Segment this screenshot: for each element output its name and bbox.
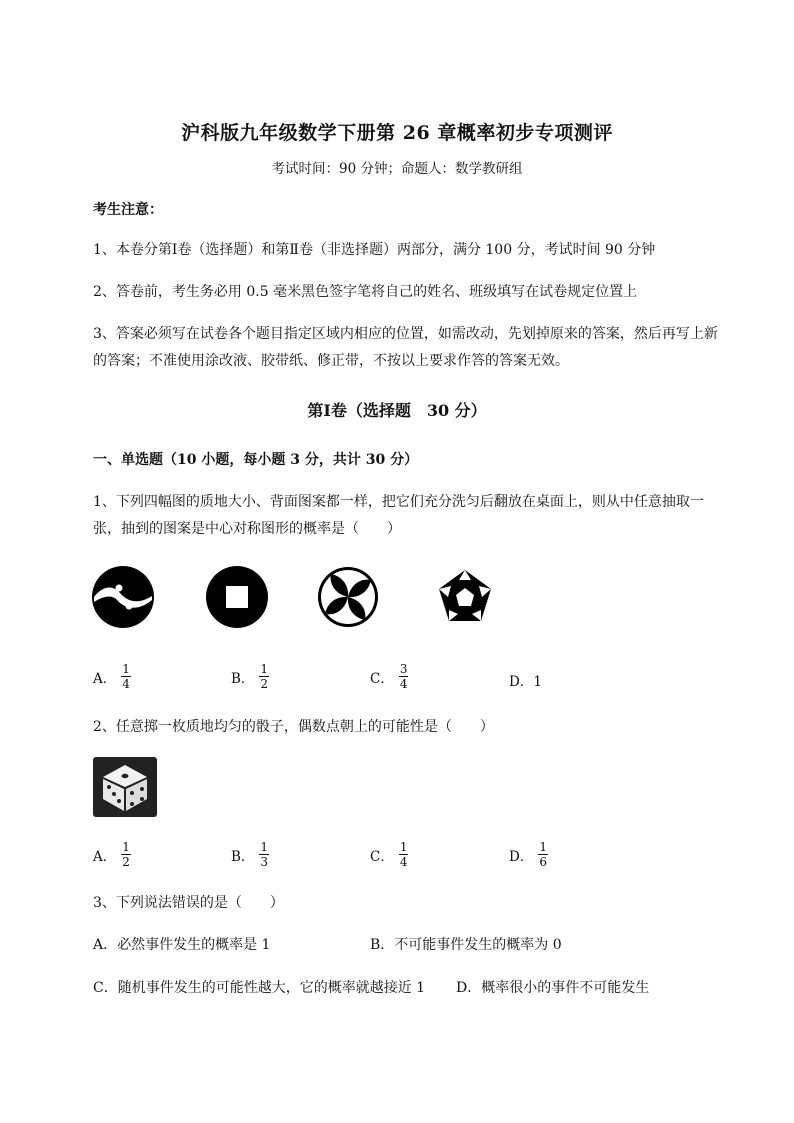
notice-item-3-line1: 3、答案必须写在试卷各个题目指定区域内相应的位置，如需改动，先划掉原来的答案，然后再写上新 [93,326,718,342]
q1-text-line1: 1、下列四幅图的质地大小、背面图案都一样，把它们充分洗匀后翻放在桌面上，则从中任意抽取一 [93,494,704,510]
q1-figure-pentagon [434,566,496,628]
q1-text-line2: 张，抽到的图案是中心对称图形的概率是（ ） [93,521,401,537]
q2-text: 2、任意掷一枚质地均匀的骰子，偶数点朝上的可能性是（ ） [93,719,494,735]
q1-option-a[interactable]: A． $\frac{1}{4}$ [93,662,130,691]
q2-option-b[interactable]: B． $\frac{1}{3}$ [231,840,269,869]
q2-option-c[interactable]: C． $\frac{1}{4}$ [370,840,408,869]
fraction: $\frac{1}{2}$ [122,840,130,869]
notice-item-1: 1、本卷分第Ⅰ卷（选择题）和第Ⅱ卷（非选择题）两部分，满分 100 分，考试时间 90 分钟 [93,242,656,258]
q1-figure-petal-circle [317,566,379,628]
fraction: $\frac{1}{2}$ [260,662,269,691]
q1-figure-square-coin [206,566,268,628]
q3-option-c[interactable]: C．随机事件发生的可能性越大，它的概率就越接近 1 [93,980,426,996]
q3-option-d[interactable]: D．概率很小的事件不可能发生 [456,980,650,996]
q2-option-d[interactable]: D． $\frac{1}{6}$ [509,840,547,869]
fraction: $\frac{1}{6}$ [539,840,547,869]
section-title: 第Ⅰ卷（选择题 30 分） [307,401,487,420]
q1-option-c[interactable]: C． $\frac{3}{4}$ [370,662,408,691]
q3-option-a[interactable]: A．必然事件发生的概率是 1 [93,937,271,953]
q1-option-d[interactable]: D．1 [509,674,542,690]
page-title: 沪科版九年级数学下册第 26 章概率初步专项测评 [181,122,613,144]
exam-info: 考试时间：90 分钟；命题人：数学教研组 [271,161,523,177]
fraction: $\frac{1}{3}$ [260,840,269,869]
q3-option-b[interactable]: B．不可能事件发生的概率为 0 [370,937,562,953]
notice-heading: 考生注意： [93,202,163,218]
q3-text: 3、下列说法错误的是（ ） [93,895,284,911]
part-heading: 一、单选题（10 小题，每小题 3 分，共计 30 分） [93,452,419,468]
q1-figure-wave-circle [92,566,154,628]
notice-item-3-line2: 的答案；不准使用涂改液、胶带纸、修正带，不按以上要求作答的答案无效。 [93,353,569,369]
fraction: $\frac{3}{4}$ [399,662,408,691]
notice-item-2: 2、答卷前，考生务必用 0.5 毫米黑色签字笔将自己的姓名、班级填写在试卷规定位置上 [93,284,638,300]
fraction: $\frac{1}{4}$ [122,662,130,691]
dice-icon [93,757,157,817]
fraction: $\frac{1}{4}$ [399,840,408,869]
q1-option-b[interactable]: B． $\frac{1}{2}$ [231,662,269,691]
q2-option-a[interactable]: A． $\frac{1}{2}$ [93,840,130,869]
